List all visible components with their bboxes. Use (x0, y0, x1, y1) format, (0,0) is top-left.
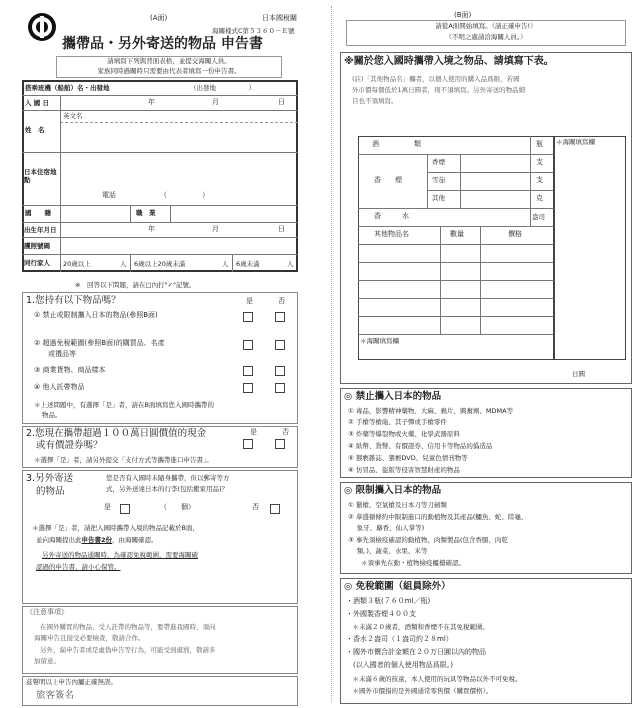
companions-unit-1: 人 (120, 260, 127, 268)
question-2-title-b: 或有價證券嗎？ (36, 440, 103, 451)
english-name-label: 英文名 (63, 112, 83, 120)
question-1-title: 1.您持有以下物品嗎？ (26, 295, 121, 306)
companions-under6: 6歲未滿 (236, 260, 260, 268)
q3-note-b1: 並向海關提出此 (36, 536, 82, 544)
signature-label[interactable]: 旅客簽名 (36, 690, 75, 701)
col-price: 價格 (508, 230, 522, 238)
restricted-item-2b: 象牙、麝香、仙人掌等) (348, 524, 425, 532)
yen-label: 日圓 (572, 370, 585, 378)
no-label-q3: 否 (252, 503, 259, 511)
q1-item-3: ③ 商業貨物、商品樣本 (34, 366, 106, 374)
personal-info-table (22, 80, 298, 272)
form-number: 海關樣式C第５３６０－Ｅ號 (212, 27, 295, 35)
side-b-label: (B面) (454, 11, 472, 19)
col-other-items: 其他物品名 (374, 230, 409, 238)
goods-table (358, 136, 554, 360)
q1-item-1-yes-checkbox[interactable] (243, 312, 253, 322)
q3-note-a: ＊選擇「是」者，請把入國時攜帶入境的物品記載於B面， (32, 524, 199, 532)
intro-line-1: 請填寫下列與背面表格，並提交海關人員。 (107, 57, 231, 65)
form-title: 攜帶品・另外寄送的物品 申告書 (62, 36, 263, 52)
customs-brand: 日本國稅關 (262, 14, 297, 22)
fill-notice: 請從A面開始填寫。（請正確申告!） (435, 22, 537, 30)
q1-item-2b: 或禮品等 (48, 350, 76, 358)
other-tobacco-unit: 克 (536, 194, 543, 202)
duty-free-title: ◎ 免稅範圍（組員除外） (344, 581, 451, 592)
q3-note-b (36, 536, 158, 544)
companions-unit-2: 人 (222, 260, 229, 268)
yes-label-q3: 是 (104, 503, 111, 511)
q1-item-4-no-checkbox[interactable] (275, 383, 285, 393)
question-2-title-a: 2.您現在攜帶超過１００萬日圓價值的現金 (26, 428, 207, 439)
companions-over20: 20歲以上 (63, 260, 91, 268)
side-a-label: (A面) (150, 14, 168, 22)
prohibited-item-3: ③ 炸藥等爆裂物或火藥、化學武器原料 (348, 430, 460, 438)
question-3-title-b: 的物品 (36, 486, 65, 497)
q1-item-2-no-checkbox[interactable] (275, 340, 285, 350)
companions-unit-3: 人 (287, 260, 294, 268)
customs-use-column (554, 136, 626, 360)
birth-day: 日 (278, 225, 285, 233)
q3-note-b2: 申告書2份 (81, 536, 113, 544)
prohibited-item-6: ⑥ 仿冒品、盜版等侵害智慧財產的物品 (348, 466, 460, 474)
name-label: 姓 名 (25, 126, 45, 134)
customs-use-row-label: ＊海關填寫欄 (360, 337, 399, 345)
no-label-q1: 否 (278, 297, 285, 305)
q3-count-field[interactable]: （ 個） (160, 503, 195, 511)
notice-title: 《注意事項》 (26, 608, 68, 616)
entry-day: 日 (278, 98, 285, 106)
companions-label: 同行家人 (24, 259, 50, 267)
section-note-b: 外市價每個低於1萬日圓者，則不須填寫。另外寄送的物品細 (352, 86, 526, 94)
cigar-unit: 支 (536, 176, 543, 184)
q1-note-b: 物品。 (42, 411, 62, 419)
entry-month: 月 (212, 98, 219, 106)
section-note-c: 目也不須填寫。 (352, 97, 398, 105)
address-label: 日本住宿地 點 (24, 168, 63, 185)
questions-header: ※ 回答以下問題，請在□內打"✓"記號。 (75, 281, 196, 289)
intro-line-2: 家族同時過關時只需要由代表者填寫一份申告書。 (97, 67, 241, 75)
departure-field[interactable]: （出發地 ） (190, 84, 255, 92)
occupation-label: 職 業 (136, 209, 156, 217)
fill-notice-2: （不明之處請洽海關人員。） (445, 33, 527, 41)
prohibited-title: ◎ 禁止攜入日本的物品 (344, 391, 442, 402)
yes-label-q2: 是 (250, 428, 257, 436)
customs-emblem-icon (27, 12, 57, 42)
birth-year: 年 (148, 225, 155, 233)
q1-item-4: ④ 他人託帶物品 (34, 383, 85, 391)
q1-item-4-yes-checkbox[interactable] (243, 383, 253, 393)
alcohol-unit: 瓶 (536, 140, 543, 148)
restricted-item-3a: ③ 事先須檢疫確認的動植物、肉類製品(包含香腸、肉乾 (348, 536, 508, 544)
restricted-item-2a: ② 華盛頓條約中限制進口的動植物及其產品(鱷魚、蛇、陸龜、 (348, 513, 528, 521)
prohibited-item-2: ② 手槍等槍砲、其子彈或手槍零件 (348, 418, 447, 426)
notice-p2a: 另外，漏申告者或是虛偽申告等行為，可能受到處罰，敬請多 (40, 646, 216, 654)
entry-date-label: 入 國 日 (25, 99, 50, 107)
q1-item-3-no-checkbox[interactable] (275, 366, 285, 376)
q1-item-1-no-checkbox[interactable] (275, 312, 285, 322)
flight-label: 搭乘班機（船舶）名・出發地 (25, 84, 110, 92)
prohibited-item-5: ⑤ 猥褻雜誌、猥褻DVD、兒童色情刊物等 (348, 454, 468, 462)
section-note-a: (註)「其他物品名」欄者，以個人使用的購入品爲限，若國 (352, 75, 520, 83)
q1-item-3-yes-checkbox[interactable] (243, 366, 253, 376)
tobacco-label: 香 煙 (374, 176, 402, 184)
duty-free-item-4: ・香水２盎司（１盎司約２８ml） (346, 635, 453, 643)
duty-free-item-5: ・國外市價合計金額在２０万日圓以內的物品 (346, 648, 486, 656)
restricted-item-3-note: ＊須事先在動・植物檢疫櫃檯確認。 (348, 559, 465, 567)
declaration-text: 茲聲明以上申告內屬正確無誤。 (26, 678, 117, 686)
q3-no-checkbox[interactable] (270, 504, 280, 514)
yes-label-q1: 是 (246, 297, 253, 305)
q3-note-b3: ，由海關確認。 (112, 536, 158, 544)
q3-note-c: 另外寄送的物品通關時，為確認免稅範圍，需要海關確 (42, 551, 198, 559)
q3-note-d: 認過的申告書，請小心保管。 (36, 563, 121, 571)
restricted-item-1: ① 獵槍、空氣槍及日本刀等刀劍類 (348, 501, 447, 509)
q1-item-2a: ② 超過免稅範圍(參照B面)的購買品、名產 (34, 339, 165, 347)
restricted-title: ◎ 限制攜入日本的物品 (344, 485, 442, 496)
duty-free-item-6: (以入國者的個人使用物品爲限。) (346, 661, 453, 669)
question-3-desc-b: 式，另外送達日本的行李(包括搬家用品)？ (106, 485, 229, 493)
prohibited-item-4: ④ 紙幣、貨幣、有價證券、信用卡等物品的僞造品 (348, 442, 493, 450)
q2-no-checkbox[interactable] (275, 439, 285, 449)
question-3-desc-a: 您是否有入國時未隨身攜帶，但以郵寄等方 (106, 474, 230, 482)
passport-label: 護照號碼 (24, 242, 50, 250)
birth-date-label: 出生年月日 (24, 226, 57, 234)
nationality-label: 國 籍 (25, 209, 51, 217)
col-quantity: 數量 (450, 230, 464, 238)
perfume-unit: 盎司 (532, 213, 545, 221)
duty-free-item-3: ＊未滿２０歲者，酒類和香煙不在其免稅範圍。 (346, 623, 489, 631)
phone-label: 電話 (102, 191, 116, 199)
q1-note-a: ＊上述問題中，有選擇「是」者，請在B面填寫您入國時攜帶的 (34, 401, 214, 409)
prohibited-item-1: ① 毒品，影響精神藥物、大麻、鴉片、興奮劑、MDMA等 (348, 407, 514, 415)
entry-year: 年 (148, 98, 155, 106)
phone-field[interactable]: （ ） (160, 191, 209, 199)
q2-note: ＊選擇「是」者，請另外提交「支付方式等攜帶進口申告書」。 (34, 456, 213, 464)
restricted-item-3b: 類。)、蔬菜、水果、米等 (348, 547, 428, 555)
no-label-q2: 否 (282, 428, 289, 436)
q3-yes-checkbox[interactable] (120, 504, 130, 514)
companions-6to20: 6歲以上20歲未滿 (134, 260, 186, 268)
cigar-label: 雪茄 (432, 176, 445, 184)
section-title: ※關於您入國時攜帶入境之物品、請填寫下表。 (344, 56, 554, 67)
notice-p1a: 在國外購買的物品、受人託帶的物品等，要帶進我國時，須向 (40, 623, 216, 631)
cigarette-unit: 支 (536, 158, 543, 166)
duty-free-item-8: ＊國外市價指的是外國通常零售價（購買價格）。 (346, 687, 493, 695)
birth-month: 月 (212, 225, 219, 233)
q1-item-2-yes-checkbox[interactable] (243, 340, 253, 350)
duty-free-item-1: ・酒類３瓶(７６０ml／瓶) (346, 597, 431, 605)
notice-p1b: 海關申告且接受必要檢查，敬請合作。 (34, 634, 145, 642)
notice-p2b: 加留意。 (34, 657, 60, 665)
alcohol-label: 酒 類 (372, 140, 421, 148)
side-b (332, 0, 640, 708)
q1-item-1: ① 禁止或限制攜入日本的物品(參照B面) (34, 311, 158, 319)
other-tobacco-label: 其他 (432, 194, 445, 202)
q2-yes-checkbox[interactable] (243, 439, 253, 449)
duty-free-item-7: ＊未滿６歲的孩童，本人使用的玩具等物品以外不可免稅。 (346, 675, 522, 683)
cigarette-label: 香煙 (432, 158, 445, 166)
duty-free-item-2: ・外國製香煙４００支 (346, 610, 416, 618)
customs-use-label: ＊海關填寫欄 (556, 138, 595, 146)
perfume-label: 香 水 (374, 212, 409, 220)
question-3-title-a: 3.另外寄送 (26, 473, 74, 484)
